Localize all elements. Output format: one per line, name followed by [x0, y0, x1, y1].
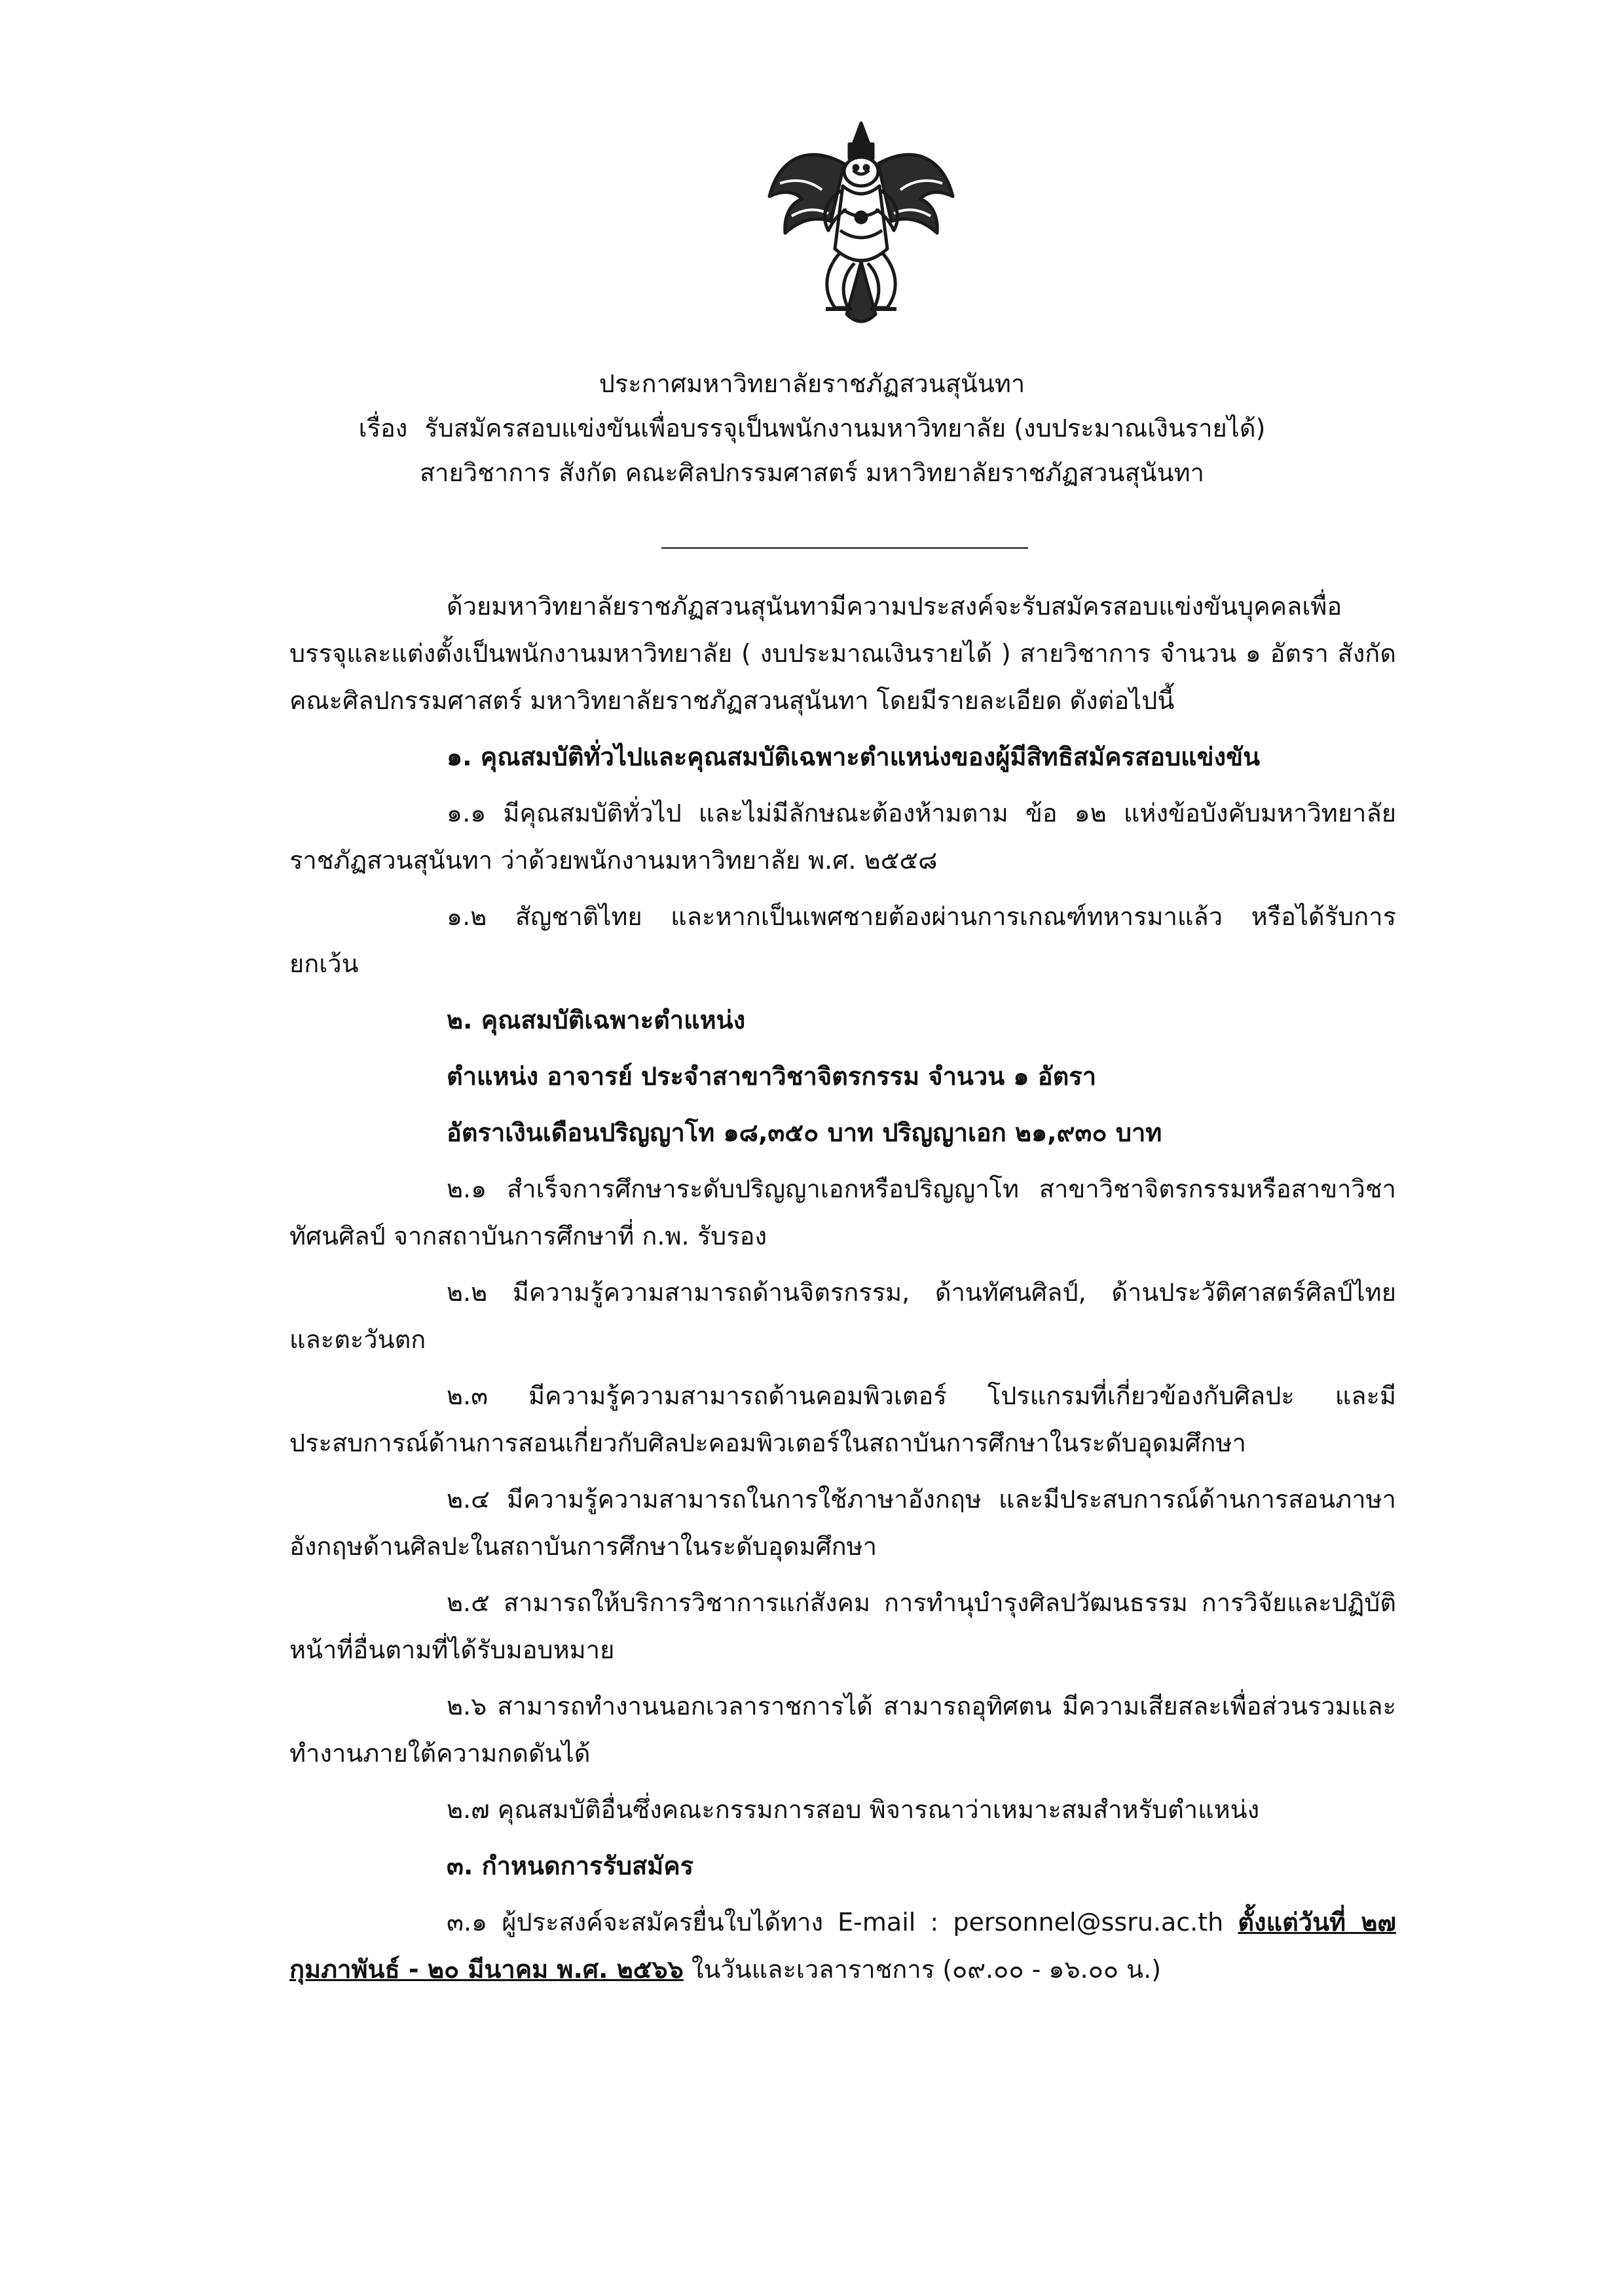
section-2-item-4: ๒.๔ มีความรู้ความสามารถในการใช้ภาษาอังกฤษ และมีประสบการณ์ด้านการสอนภาษาอังกฤษด้านศิลปะในสถาบันการศึกษาในระดับอุดมศึกษา	[289, 1485, 1396, 1561]
salary-line: อัตราเงินเดือนปริญญาโท ๑๘,๓๕๐ บาท ปริญญาเอก ๒๑,๙๓๐ บาท	[447, 1118, 1162, 1147]
section-2-item-6: ๒.๖ สามารถทำงานนอกเวลาราชการได้ สามารถอุทิศตน มีความเสียสละเพื่อส่วนรวมและทำงานภายใต้ความกดดันได้	[289, 1692, 1396, 1768]
section-2-item-5: ๒.๕ สามารถให้บริการวิชาการแก่สังคม การทำนุบำรุงศิลปวัฒนธรรม การวิจัยและปฏิบัติหน้าที่อื่นตามที่ได้รับมอบหมาย	[289, 1588, 1396, 1664]
section-3-heading: ๓. กำหนดการรับสมัคร	[447, 1851, 694, 1880]
section-1-item-2: ๑.๒ สัญชาติไทย และหากเป็นเพศชายต้องผ่านการเกณฑ์ทหารมาแล้ว หรือได้รับการยกเว้น	[289, 902, 1396, 978]
section-2-item-2: ๒.๒ มีความรู้ความสามารถด้านจิตรกรรม, ด้านทัศนศิลป์, ด้านประวัติศาสตร์ศิลป์ไทย และตะวันตก	[289, 1278, 1396, 1354]
intro-paragraph: ด้วยมหาวิทยาลัยราชภัฏสวนสุนันทามีความประสงค์จะรับสมัครสอบแข่งขันบุคคลเพื่อบรรจุและแต่งตั้งเป็นพนักงานมหาวิทยาลัย ( งบประมาณเงินรายได้ ) สายวิชาการ จำนวน ๑ อัตรา สังกัด คณะศิลปกรรมศาสตร์ มหาวิทยาลัยราชภัฏสวนสุนันทา โดยมีรายละเอียด ดังต่อไปนี้	[289, 592, 1396, 715]
application-period: ตั้งแต่วันที่ ๒๗ กุมภาพันธ์ - ๒๐ มีนาคม พ.ศ. ๒๕๖๖	[289, 1908, 1396, 1984]
organization-title: ประกาศมหาวิทยาลัยราชภัฏสวนสุนันทา	[599, 369, 1025, 398]
announcement-header	[0, 361, 1624, 495]
subject-line	[0, 406, 1624, 450]
section-1-heading: ๑. คุณสมบัติทั่วไปและคุณสมบัติเฉพาะตำแหน่งของผู้มีสิทธิสมัครสอบแข่งขัน	[447, 742, 1261, 771]
position-line: ตำแหน่ง อาจารย์ ประจำสาขาวิชาจิตรกรรม จำนวน ๑ อัตรา	[447, 1062, 1097, 1091]
subject-label: เรื่อง	[358, 414, 408, 443]
section-2-heading: ๒. คุณสมบัติเฉพาะตำแหน่ง	[447, 1006, 746, 1034]
section-2-item-3: ๒.๓ มีความรู้ความสามารถด้านคอมพิวเตอร์ โปรแกรมที่เกี่ยวข้องกับศิลปะ และมีประสบการณ์ด้านการสอนเกี่ยวกับศิลปะคอมพิวเตอร์ในสถาบันการศึกษาในระดับอุดมศึกษา	[289, 1381, 1396, 1457]
header-divider	[661, 547, 1028, 549]
section-2-item-7: ๒.๗ คุณสมบัติอื่นซึ่งคณะกรรมการสอบ พิจารณาว่าเหมาะสมสำหรับตำแหน่ง	[447, 1795, 1260, 1824]
section-2-item-1: ๒.๑ สำเร็จการศึกษาระดับปริญญาเอกหรือปริญญาโท สาขาวิชาจิตรกรรมหรือสาขาวิชาทัศนศิลป์ จากสถาบันการศึกษาที่ ก.พ. รับรอง	[289, 1175, 1396, 1250]
office-hours: ในวันและเวลาราชการ (๐๙.๐๐ - ๑๖.๐๐ น.)	[691, 1955, 1162, 1984]
section-3-item-1	[289, 1899, 1396, 1993]
section-1-item-1: ๑.๑ มีคุณสมบัติทั่วไป และไม่มีลักษณะต้องห้ามตาม ข้อ ๑๒ แห่งข้อบังคับมหาวิทยาลัยราชภัฏสวนสุนันทา ว่าด้วยพนักงานมหาวิทยาลัย พ.ศ. ๒๕๕๘	[289, 799, 1396, 875]
subject-line-2: สายวิชาการ สังกัด คณะศิลปกรรมศาสตร์ มหาวิทยาลัยราชภัฏสวนสุนันทา	[419, 458, 1205, 487]
announcement-body	[289, 583, 1396, 1993]
application-method: ๓.๑ ผู้ประสงค์จะสมัครยื่นใบได้ทาง E-mail : personnel@ssru.ac.th	[447, 1908, 1224, 1937]
subject-text: รับสมัครสอบแข่งขันเพื่อบรรจุเป็นพนักงานมหาวิทยาลัย (งบประมาณเงินรายได้)	[424, 414, 1266, 443]
garuda-emblem-icon	[763, 118, 959, 334]
